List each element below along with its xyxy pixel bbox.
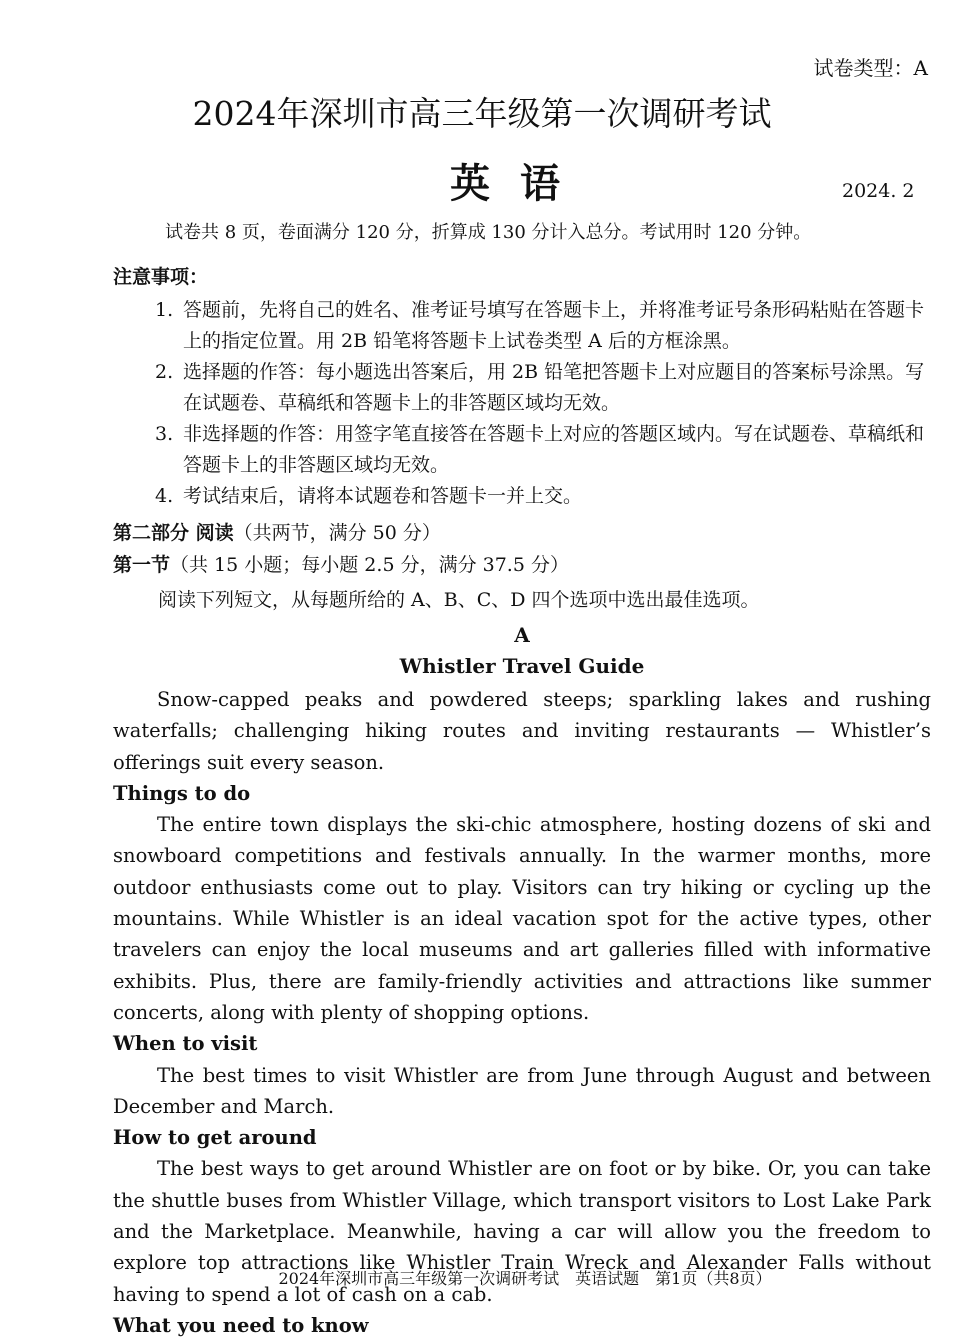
exam-date: 2024. 2 [842,180,915,202]
paragraph-how-to-get-around: The best ways to get around Whistler are on foot or by bike. Or, you can take the shuttle buses from Whistler Village, which transport visitors to Lost Lake Park and the Marketplace. Meanwhile, having a car will allow you the freedom to explore top attractions like Whistler Train Wreck and Alexander Falls without having to spend a lot of cash on a cab. [113,1157,931,1306]
section-one-heading [113,550,569,577]
reading-instructions: 阅读下列短文，从每题所给的 A、B、C、D 四个选项中选出最佳选项。 [158,589,760,611]
notice-item [155,357,930,419]
passage-letter: A [514,623,530,647]
heading-when-to-visit: When to visit [113,1032,258,1056]
section-one-label: 第一节 [113,554,171,576]
notice-item-number: 4. [155,485,174,507]
exam-info: 试卷共 8 页，卷面满分 120 分，折算成 130 分计入总分。考试用时 120 分钟。 [165,222,812,243]
passage-body [113,684,931,1341]
section-one-detail: （共 15 小题；每小题 2.5 分，满分 37.5 分） [170,554,569,576]
heading-things-to-do: Things to do [113,781,251,805]
exam-type-label: 试卷类型：A [813,56,928,80]
part-two-heading [113,518,441,545]
notice-item-text: 答题前，先将自己的姓名、准考证号填写在答题卡上，并将准考证号条形码粘贴在答题卡上的指定位置。用 2B 铅笔将答题卡上试卷类型 A 后的方框涂黑。 [183,299,925,352]
heading-what-you-need-to-know: What you need to know [113,1313,369,1337]
part-two-label: 第二部分 阅读 [113,522,234,544]
notice-item-text: 考试结束后，请将本试题卷和答题卡一并上交。 [183,485,583,507]
notice-item-number: 1. [155,299,174,321]
notice-item-text: 非选择题的作答：用签字笔直接答在答题卡上对应的答题区域内。写在试题卷、草稿纸和答题卡上的非答题区域均无效。 [183,423,925,476]
notice-item [155,295,930,357]
notice-item-number: 2. [155,361,174,383]
notice-heading: 注意事项： [113,266,209,288]
page-footer: 2024年深圳市高三年级第一次调研考试 英语试题 第1页（共8页） [278,1269,772,1288]
passage-intro: Snow-capped peaks and powdered steeps; sparkling lakes and rushing waterfalls; challenging hiking routes and inviting restaurants — Whistler’s offerings suit every season. [113,688,931,774]
notice-item [155,481,930,512]
notice-list [155,295,930,512]
notice-item-text: 选择题的作答：每小题选出答案后，用 2B 铅笔把答题卡上对应题目的答案标号涂黑。写在试题卷、草稿纸和答题卡上的非答题区域均无效。 [183,361,925,414]
paragraph-when-to-visit: The best times to visit Whistler are from June through August and between December and March. [113,1063,931,1118]
paragraph-things-to-do: The entire town displays the ski-chic atmosphere, hosting dozens of ski and snowboard competitions and festivals annually. In the warmer months, more outdoor enthusiasts come out to play. Visitors can try hiking or cycling up the mountains. While Whistler is an ideal vacation spot for the active types, other travelers can enjoy the local museums and art galleries filled with informative exhibits. Plus, there are family-friendly activities and attractions like summer concerts, along with plenty of shopping options. [113,813,931,1024]
passage-title: Whistler Travel Guide [399,654,645,678]
part-two-detail: （共两节，满分 50 分） [233,522,441,544]
subject-title: 英语 [450,160,590,207]
notice-item-number: 3. [155,423,174,445]
notice-item [155,419,930,481]
heading-how-to-get-around: How to get around [113,1126,317,1150]
exam-title: 2024年深圳市高三年级第一次调研考试 [192,94,772,133]
